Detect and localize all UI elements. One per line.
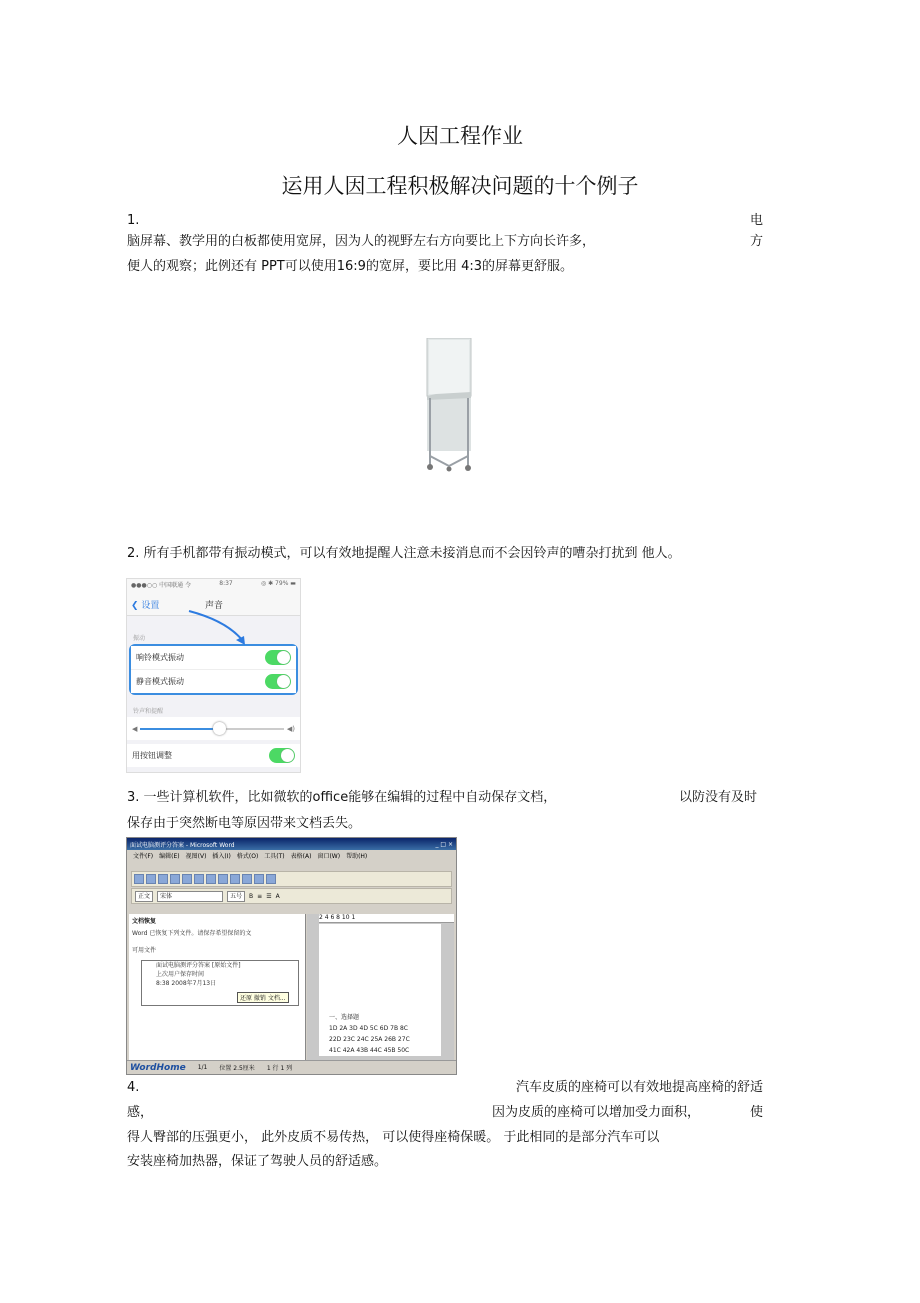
answer-grid-head: 一、选择题	[329, 1014, 360, 1021]
document-page-preview	[319, 924, 441, 1056]
change-with-buttons-toggle	[269, 748, 295, 763]
redo-icon	[254, 874, 264, 884]
doc-subtitle: 运用人因工程积极解决问题的十个例子	[281, 174, 639, 198]
carrier-label: ●●●○○ 中国联通 令	[131, 582, 191, 589]
answer-grid-row3: 41C 42A 43B 44C 45B 50C	[329, 1047, 410, 1054]
item4-line1-right: 汽车皮质的座椅可以有效地提高座椅的舒适	[515, 1080, 763, 1095]
item1-number: 1.	[127, 213, 140, 228]
answer-grid-row1: 1D 2A 3D 4D 5C 6D 7B 8C	[329, 1025, 408, 1032]
copy-icon	[218, 874, 228, 884]
back-button: ❮ 设置	[131, 600, 160, 611]
item4-line4: 安装座椅加热器，保证了驾驶人员的舒适感。	[127, 1154, 388, 1169]
menu-help: 帮助(H)	[346, 853, 368, 860]
phone-screen-title: 声音	[205, 600, 224, 611]
ruler: 2 4 6 8 10 1	[319, 914, 454, 923]
item1-line3: 便人的观察；此例还有 PPT可以使用16:9的宽屏，要比用 4:3的屏幕更舒服。	[127, 259, 573, 274]
item1-line1-right: 电	[749, 213, 763, 228]
font-box: 宋体	[157, 891, 223, 902]
menu-file: 文件(F)	[133, 853, 154, 860]
undo-icon	[242, 874, 252, 884]
style-box: 正文	[135, 891, 153, 902]
volume-slider-track	[140, 728, 283, 730]
silent-vibrate-row	[131, 670, 296, 693]
item2-line1: 2. 所有手机都带有振动模式，可以有效地提醒人注意未接消息而不会因铃声的嘈杂打扰到 他人。	[127, 546, 681, 561]
doc-title: 人因工程作业	[397, 124, 523, 148]
align-icon: ≡	[257, 892, 263, 900]
battery-label: ◎ ✱ 79% ▬	[260, 580, 296, 587]
silent-vibrate-toggle	[265, 674, 291, 689]
word-format-toolbar	[131, 888, 452, 904]
menu-tools: 工具(T)	[264, 853, 285, 860]
vibrate-group-label: 振动	[133, 635, 146, 642]
item4-line2-right: 使	[749, 1105, 763, 1120]
word-standard-toolbar	[131, 871, 452, 887]
word-autosave-image	[126, 837, 457, 1075]
arrow-icon	[187, 609, 301, 649]
whiteboard-image	[424, 338, 474, 473]
document-area	[307, 914, 454, 1060]
item4-number: 4.	[127, 1080, 140, 1095]
table-icon	[266, 874, 276, 884]
word-menu-bar	[127, 850, 456, 870]
recovery-pane	[129, 914, 306, 1060]
ring-vibrate-row	[131, 646, 296, 670]
menu-window: 窗口(W)	[317, 853, 341, 860]
volume-low-icon: ◀	[132, 724, 138, 733]
answer-grid-row2: 22D 23C 24C 25A 26B 27C	[329, 1036, 410, 1043]
list-icon: ☰	[266, 892, 272, 900]
cut-icon	[206, 874, 216, 884]
volume-slider-fill	[140, 728, 219, 730]
answer-grid	[329, 1012, 410, 1056]
change-with-buttons-row	[127, 744, 300, 767]
recovery-pane-text: Word 已恢复下列文件。请保存希望保留的文	[132, 930, 252, 937]
status-line: 1 行 1 列	[266, 1065, 293, 1072]
item4-line2-mid: 因为皮质的座椅可以增加受力面积，	[492, 1105, 701, 1120]
word-title-bar	[127, 838, 456, 850]
change-with-buttons-label: 用按钮调整	[132, 751, 172, 760]
status-page: 1/1	[197, 1064, 208, 1071]
recover-tooltip: 还原 撤销 文档...	[237, 992, 289, 1003]
spell-icon	[194, 874, 204, 884]
font-color-icon: A	[275, 892, 280, 900]
item4-line3: 得人臀部的压强更小， 此外皮质不易传热， 可以使得座椅保暖。 于此相同的是部分汽车可以	[127, 1130, 660, 1145]
wordhome-logo: WordHome	[130, 1062, 186, 1073]
item1-line2: 脑屏幕、教学用的白板都使用宽屏，因为人的视野左右方向要比上下方向长许多，	[127, 234, 596, 249]
item3-line1: 3. 一些计算机软件，比如微软的office能够在编辑的过程中自动保存文档，	[127, 790, 557, 805]
recovered-file-time: 8:38 2008年7月13日	[156, 980, 217, 987]
window-controls-icon: _ □ ×	[435, 840, 453, 848]
menu-table: 表格(A)	[290, 853, 312, 860]
item1-line2-right: 方	[749, 234, 763, 249]
silent-vibrate-label: 静音模式振动	[136, 677, 184, 686]
volume-slider-knob	[213, 722, 226, 735]
menu-edit: 编辑(E)	[159, 853, 180, 860]
word-window-title: 面试电脑测评分答案 - Microsoft Word	[130, 841, 235, 849]
word-body	[129, 914, 454, 1060]
ring-vibrate-label: 响铃模式振动	[136, 653, 184, 662]
vibrate-highlight-box	[129, 644, 298, 695]
phone-sound-settings-image	[126, 578, 301, 773]
item3-line1-right: 以防没有及时	[678, 790, 757, 805]
item4-line2: 感，	[127, 1105, 154, 1120]
menu-format: 格式(O)	[236, 853, 259, 860]
paste-icon	[230, 874, 240, 884]
menu-insert: 插入(I)	[212, 853, 231, 860]
size-box: 五号	[227, 891, 245, 902]
bold-icon: B	[249, 892, 254, 900]
print-icon	[170, 874, 180, 884]
word-status-bar	[127, 1060, 457, 1074]
recovered-file-name: 面试电脑测评分答案 [原始文件]	[156, 962, 241, 969]
item3-line2: 保存由于突然断电等原因带来文档丢失。	[127, 816, 362, 831]
preview-icon	[182, 874, 192, 884]
menu-view: 视图(V)	[185, 853, 207, 860]
new-icon	[134, 874, 144, 884]
volume-high-icon: ◀)	[286, 724, 295, 733]
time-label: 8:37	[219, 580, 233, 587]
phone-status-bar	[127, 579, 300, 593]
ring-vibrate-toggle	[265, 650, 291, 665]
open-icon	[146, 874, 156, 884]
recovered-file-status: 上次用户保存时间	[156, 971, 205, 978]
available-files-label: 可用文件	[132, 947, 157, 954]
ringer-group-label: 铃声和提醒	[133, 708, 164, 715]
recovery-pane-title: 文档恢复	[132, 918, 157, 925]
volume-slider-row	[127, 717, 300, 740]
save-icon	[158, 874, 168, 884]
status-position: 位置 2.5厘米	[219, 1065, 255, 1072]
